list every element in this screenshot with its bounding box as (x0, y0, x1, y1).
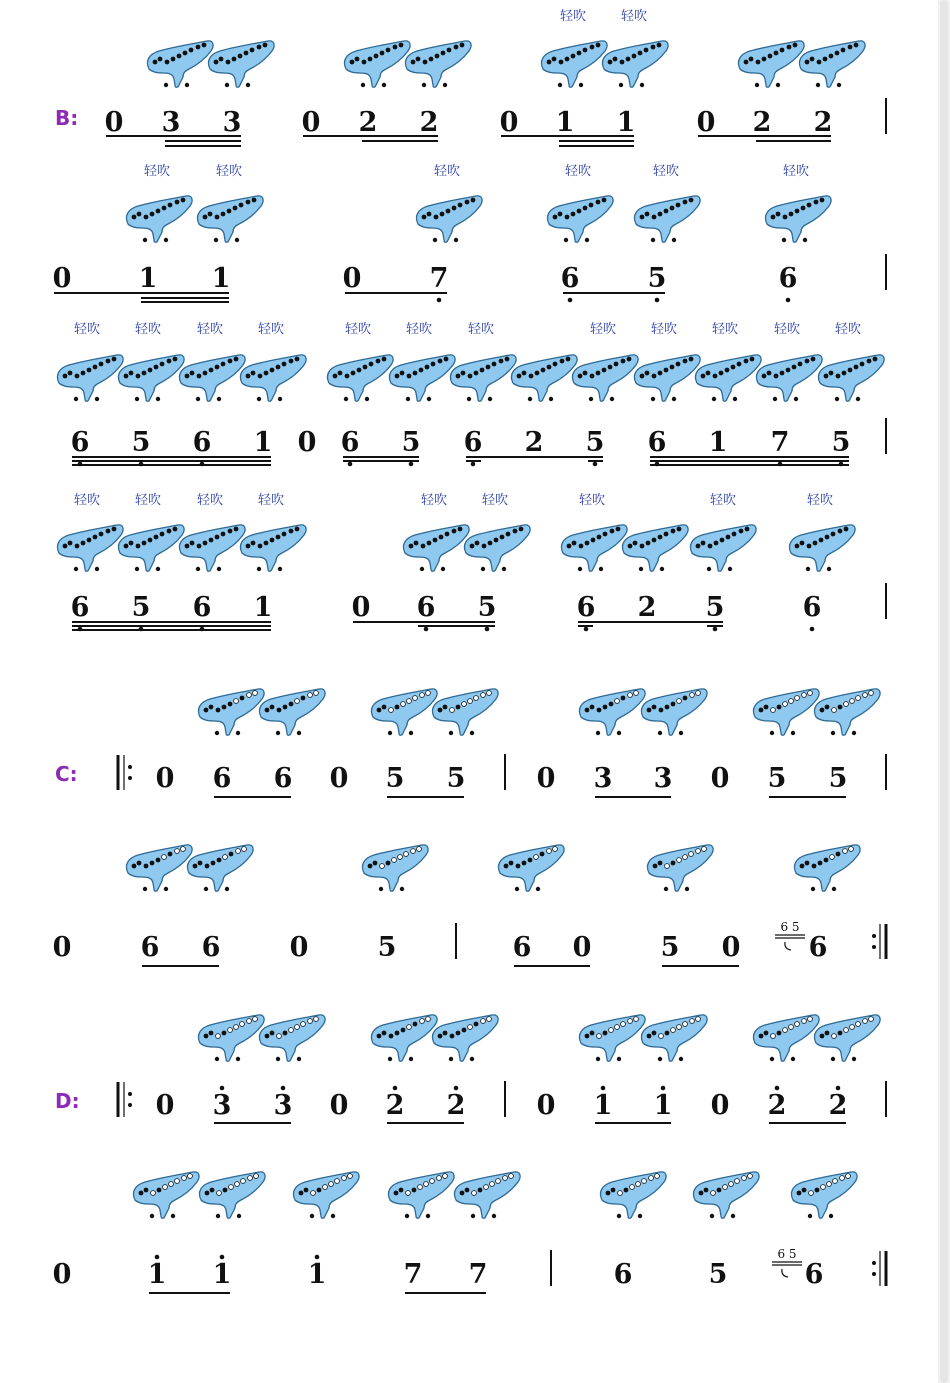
note: 0 (536, 763, 556, 794)
note: 3 (273, 1090, 293, 1121)
ocarina-fingering-icon (641, 689, 707, 735)
ocarina-fingering-icon (602, 41, 668, 87)
note: 2 (524, 427, 544, 458)
note: 0 (721, 932, 741, 963)
ocarina-fingering-icon (814, 689, 880, 735)
ocarina-fingering-icon (327, 355, 393, 401)
ocarina-fingering-icon (690, 525, 756, 571)
ocarina-fingering-icon (344, 41, 410, 87)
note: 0 (104, 107, 124, 138)
ocarina-fingering-icon (799, 41, 865, 87)
note: 2 (828, 1090, 848, 1121)
note: 0 (351, 592, 371, 623)
scrollbar-thumb[interactable] (940, 0, 948, 1383)
ocarina-fingering-icon (57, 355, 123, 401)
grace-notes: 6 5 (780, 920, 800, 934)
ocarina-fingering-icon (259, 1015, 325, 1061)
soft-blow-annotation: 轻吹 (420, 493, 448, 508)
ocarina-fingering-icon (579, 1015, 645, 1061)
ocarina-fingering-icon (371, 689, 437, 735)
ocarina-fingering-icon (133, 1172, 199, 1218)
ocarina-fingering-icon (498, 845, 564, 891)
ocarina-fingering-icon (641, 1015, 707, 1061)
soft-blow-annotation: 轻吹 (257, 322, 285, 337)
note: 0 (297, 427, 317, 458)
ocarina-fingering-icon (454, 1172, 520, 1218)
section-label-c: C: (55, 762, 78, 786)
note: 6 (192, 592, 212, 623)
note: 3 (593, 763, 613, 794)
ocarina-fingering-icon (818, 355, 884, 401)
note: 0 (696, 107, 716, 138)
ocarina-fingering-icon (572, 355, 638, 401)
note: 2 (446, 1090, 466, 1121)
ocarina-fingering-icon (147, 41, 213, 87)
note: 6 (560, 263, 580, 294)
ocarina-fingering-icon (432, 689, 498, 735)
soft-blow-annotation: 轻吹 (709, 493, 737, 508)
note: 6 (212, 763, 232, 794)
ocarina-fingering-icon (541, 41, 607, 87)
soft-blow-annotation: 轻吹 (773, 322, 801, 337)
ocarina-fingering-icon (208, 41, 274, 87)
ocarina-fingering-icon (789, 525, 855, 571)
note: 5 (647, 263, 667, 294)
soft-blow-annotation: 轻吹 (559, 9, 587, 24)
note: 2 (767, 1090, 787, 1121)
octave-low-dot (655, 298, 660, 303)
ocarina-fingering-icon (187, 845, 253, 891)
repeat-dot (872, 1261, 876, 1265)
octave-low-dot (485, 627, 490, 632)
note: 0 (536, 1090, 556, 1121)
note: 1 (555, 107, 575, 138)
ocarina-fingering-icon (199, 1172, 265, 1218)
note: 6 (201, 932, 221, 963)
note: 0 (329, 1090, 349, 1121)
note: 6 (804, 1259, 824, 1290)
note: 0 (710, 763, 730, 794)
ocarina-fingering-icon (634, 355, 700, 401)
ocarina-fingering-icon (791, 1172, 857, 1218)
soft-blow-annotation: 轻吹 (650, 322, 678, 337)
note: 1 (653, 1090, 673, 1121)
octave-low-dot (786, 298, 791, 303)
ocarina-fingering-icon (753, 1015, 819, 1061)
ocarina-fingering-icon (634, 196, 700, 242)
note: 0 (329, 763, 349, 794)
note: 0 (52, 263, 72, 294)
ocarina-fingering-icon (259, 689, 325, 735)
octave-low-dot (593, 462, 598, 467)
ocarina-fingering-icon (118, 525, 184, 571)
ocarina-fingering-icon (647, 845, 713, 891)
ocarina-fingering-icon (416, 196, 482, 242)
ocarina-fingering-icon (118, 355, 184, 401)
ocarina-fingering-icon (240, 355, 306, 401)
note: 2 (419, 107, 439, 138)
soft-blow-annotation: 轻吹 (344, 322, 372, 337)
soft-blow-annotation: 轻吹 (405, 322, 433, 337)
repeat-dot (872, 934, 876, 938)
soft-blow-annotation: 轻吹 (143, 164, 171, 179)
note: 1 (307, 1259, 327, 1290)
repeat-dot (128, 765, 132, 769)
soft-blow-annotation: 轻吹 (782, 164, 810, 179)
note: 5 (660, 932, 680, 963)
note: 3 (161, 107, 181, 138)
ocarina-fingering-icon (405, 41, 471, 87)
note: 5 (828, 763, 848, 794)
note: 1 (147, 1259, 167, 1290)
ocarina-fingering-icon (695, 355, 761, 401)
note: 0 (301, 107, 321, 138)
note: 0 (710, 1090, 730, 1121)
ocarina-fingering-icon (198, 689, 264, 735)
note: 5 (705, 592, 725, 623)
note: 3 (212, 1090, 232, 1121)
ocarina-fingering-icon (794, 845, 860, 891)
ocarina-fingering-icon (693, 1172, 759, 1218)
octave-low-dot (348, 462, 353, 467)
note: 2 (385, 1090, 405, 1121)
note: 6 (70, 427, 90, 458)
note: 5 (446, 763, 466, 794)
ocarina-fingering-icon (198, 1015, 264, 1061)
note: 6 (778, 263, 798, 294)
section-label-d: D: (55, 1089, 80, 1113)
ocarina-fingering-icon (561, 525, 627, 571)
soft-blow-annotation: 轻吹 (196, 493, 224, 508)
note: 6 (647, 427, 667, 458)
note: 5 (708, 1259, 728, 1290)
octave-high-dot (315, 1255, 320, 1260)
repeat-dot (128, 1092, 132, 1096)
octave-high-dot (454, 1086, 459, 1091)
repeat-dot (128, 1103, 132, 1107)
ocarina-fingering-icon (388, 1172, 454, 1218)
note: 2 (358, 107, 378, 138)
note: 3 (222, 107, 242, 138)
octave-high-dot (775, 1086, 780, 1091)
note: 6 (273, 763, 293, 794)
ocarina-fingering-icon (403, 525, 469, 571)
note: 1 (138, 263, 158, 294)
note: 5 (131, 592, 151, 623)
ocarina-fingering-icon (197, 196, 263, 242)
ocarina-fingering-icon (179, 355, 245, 401)
note: 0 (52, 1259, 72, 1290)
repeat-dot (872, 1272, 876, 1276)
note: 1 (708, 427, 728, 458)
octave-high-dot (836, 1086, 841, 1091)
note: 1 (211, 263, 231, 294)
ocarina-fingering-icon (547, 196, 613, 242)
note: 0 (155, 1090, 175, 1121)
ocarina-fingering-icon (362, 845, 428, 891)
soft-blow-annotation: 轻吹 (652, 164, 680, 179)
ocarina-fingering-icon (753, 689, 819, 735)
note: 6 (416, 592, 436, 623)
grace-slur (782, 1269, 788, 1277)
octave-low-dot (471, 462, 476, 467)
ocarina-fingering-icon (511, 355, 577, 401)
note: 6 (70, 592, 90, 623)
octave-high-dot (281, 1086, 286, 1091)
soft-blow-annotation: 轻吹 (834, 322, 862, 337)
note: 1 (253, 427, 273, 458)
grace-notes: 6 5 (777, 1247, 797, 1261)
note: 5 (831, 427, 851, 458)
note: 0 (342, 263, 362, 294)
ocarina-fingering-icon (814, 1015, 880, 1061)
note: 5 (477, 592, 497, 623)
ocarina-fingering-icon (579, 689, 645, 735)
repeat-dot (872, 945, 876, 949)
ocarina-fingering-icon (371, 1015, 437, 1061)
ocarina-fingering-icon (293, 1172, 359, 1218)
note: 6 (802, 592, 822, 623)
octave-low-dot (437, 298, 442, 303)
note: 6 (340, 427, 360, 458)
note: 5 (767, 763, 787, 794)
octave-low-dot (568, 298, 573, 303)
soft-blow-annotation: 轻吹 (134, 493, 162, 508)
ocarina-fingering-icon (179, 525, 245, 571)
octave-high-dot (661, 1086, 666, 1091)
note: 0 (499, 107, 519, 138)
note: 0 (155, 763, 175, 794)
octave-high-dot (220, 1086, 225, 1091)
note: 1 (212, 1259, 232, 1290)
soft-blow-annotation: 轻吹 (467, 322, 495, 337)
ocarina-fingering-icon (126, 196, 192, 242)
ocarina-fingering-icon (57, 525, 123, 571)
octave-low-dot (584, 627, 589, 632)
note: 1 (616, 107, 636, 138)
repeat-dot (128, 776, 132, 780)
soft-blow-annotation: 轻吹 (564, 164, 592, 179)
note: 5 (377, 932, 397, 963)
ocarina-fingering-icon (464, 525, 530, 571)
note: 2 (813, 107, 833, 138)
note: 6 (808, 932, 828, 963)
note: 7 (770, 427, 790, 458)
octave-high-dot (601, 1086, 606, 1091)
section-label-b: B: (55, 106, 79, 130)
note: 0 (289, 932, 309, 963)
soft-blow-annotation: 轻吹 (711, 322, 739, 337)
soft-blow-annotation: 轻吹 (589, 322, 617, 337)
note: 5 (585, 427, 605, 458)
note: 7 (403, 1259, 423, 1290)
note: 5 (401, 427, 421, 458)
note: 6 (140, 932, 160, 963)
soft-blow-annotation: 轻吹 (134, 322, 162, 337)
note: 5 (385, 763, 405, 794)
ocarina-fingering-icon (126, 845, 192, 891)
soft-blow-annotation: 轻吹 (215, 164, 243, 179)
note: 6 (512, 932, 532, 963)
octave-low-dot (713, 627, 718, 632)
octave-high-dot (155, 1255, 160, 1260)
ocarina-fingering-icon (622, 525, 688, 571)
soft-blow-annotation: 轻吹 (620, 9, 648, 24)
ocarina-fingering-icon (738, 41, 804, 87)
ocarina-fingering-icon (450, 355, 516, 401)
ocarina-fingering-icon (600, 1172, 666, 1218)
octave-low-dot (424, 627, 429, 632)
soft-blow-annotation: 轻吹 (578, 493, 606, 508)
octave-low-dot (409, 462, 414, 467)
note: 2 (637, 592, 657, 623)
note: 6 (463, 427, 483, 458)
note: 3 (653, 763, 673, 794)
soft-blow-annotation: 轻吹 (73, 322, 101, 337)
ocarina-fingering-icon (765, 196, 831, 242)
octave-low-dot (810, 627, 815, 632)
note: 5 (131, 427, 151, 458)
note: 7 (468, 1259, 488, 1290)
note: 7 (429, 263, 449, 294)
ocarina-fingering-icon (756, 355, 822, 401)
soft-blow-annotation: 轻吹 (433, 164, 461, 179)
soft-blow-annotation: 轻吹 (196, 322, 224, 337)
ocarina-fingering-icon (240, 525, 306, 571)
ocarina-fingering-icon (432, 1015, 498, 1061)
note: 2 (752, 107, 772, 138)
note: 1 (593, 1090, 613, 1121)
soft-blow-annotation: 轻吹 (806, 493, 834, 508)
octave-high-dot (393, 1086, 398, 1091)
soft-blow-annotation: 轻吹 (481, 493, 509, 508)
note: 6 (576, 592, 596, 623)
note: 1 (253, 592, 273, 623)
soft-blow-annotation: 轻吹 (73, 493, 101, 508)
note: 6 (613, 1259, 633, 1290)
soft-blow-annotation: 轻吹 (257, 493, 285, 508)
octave-high-dot (220, 1255, 225, 1260)
note: 6 (192, 427, 212, 458)
note: 0 (572, 932, 592, 963)
note: 0 (52, 932, 72, 963)
ocarina-fingering-icon (389, 355, 455, 401)
grace-slur (785, 942, 791, 950)
